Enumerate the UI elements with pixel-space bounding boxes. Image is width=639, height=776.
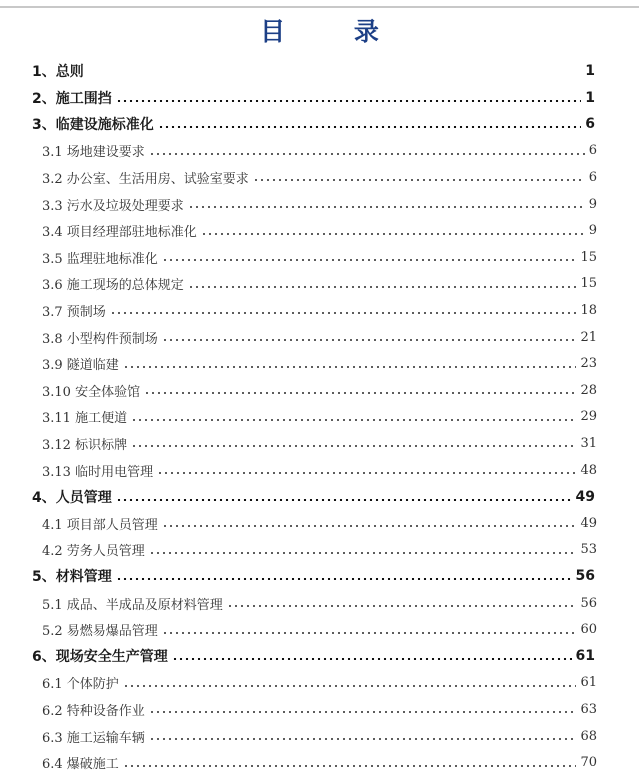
toc-dot-leader — [253, 179, 585, 181]
toc-entry-label: 3.9 隧道临建 — [42, 358, 119, 374]
toc-page-number: 49 — [575, 488, 595, 505]
toc-section-row[interactable] — [0, 377, 639, 403]
toc-section-row[interactable] — [0, 351, 639, 377]
toc-entry-label: 3.8 小型构件预制场 — [42, 331, 158, 347]
toc-section-row[interactable] — [0, 457, 639, 483]
toc-page-number: 56 — [575, 568, 595, 585]
toc-dot-leader — [149, 711, 577, 713]
toc-page-number: 29 — [580, 409, 597, 425]
toc-page-number: 6 — [588, 169, 597, 185]
toc-dot-leader — [116, 100, 582, 102]
toc-page-number: 15 — [580, 249, 597, 265]
toc-section-row[interactable] — [0, 218, 639, 244]
toc-section-row[interactable] — [0, 617, 639, 643]
toc-page-number: 18 — [580, 302, 597, 318]
toc-entry-label: 3.1 场地建设要求 — [42, 145, 145, 161]
toc-page-number: 21 — [580, 329, 597, 345]
toc-section-row[interactable] — [0, 537, 639, 563]
toc-entry-label: 2、施工围挡 — [32, 90, 112, 107]
toc-entry-label: 3.2 办公室、生活用房、试验室要求 — [42, 171, 249, 187]
toc-section-row[interactable] — [0, 590, 639, 616]
toc-page-number: 1 — [585, 89, 595, 106]
toc-dot-leader — [116, 499, 572, 501]
toc-dot-leader — [162, 259, 577, 261]
toc-entry-label: 6.3 施工运输车辆 — [42, 730, 145, 746]
toc-section-row[interactable] — [0, 297, 639, 323]
toc-page-number: 6 — [585, 116, 595, 133]
toc-entry-label: 6、现场安全生产管理 — [32, 649, 168, 666]
toc-section-row[interactable] — [0, 138, 639, 164]
toc-page-number: 31 — [580, 435, 597, 451]
toc-page-number: 61 — [580, 675, 597, 691]
toc-dot-leader — [188, 206, 585, 208]
toc-page-number: 68 — [580, 728, 597, 744]
toc-entry-label: 3.3 污水及垃圾处理要求 — [42, 198, 184, 214]
toc-dot-leader — [144, 392, 576, 394]
toc-section-row[interactable] — [0, 244, 639, 270]
toc-section-row[interactable] — [0, 430, 639, 456]
toc-page-number: 56 — [580, 595, 597, 611]
toc-dot-leader — [158, 126, 582, 128]
toc-dot-leader — [88, 73, 582, 75]
toc-section-row[interactable] — [0, 191, 639, 217]
toc-chapter-row[interactable] — [0, 484, 639, 510]
toc-entry-label: 5.1 成品、半成品及原材料管理 — [42, 597, 223, 613]
toc-entry-label: 3.13 临时用电管理 — [42, 464, 154, 480]
toc-section-row[interactable] — [0, 723, 639, 749]
toc-dot-leader — [131, 445, 576, 447]
toc-entry-label: 3.4 项目经理部驻地标准化 — [42, 225, 197, 241]
toc-section-row[interactable] — [0, 696, 639, 722]
toc-page-number: 28 — [580, 382, 597, 398]
toc-entry-label: 6.2 特种设备作业 — [42, 703, 145, 719]
toc-dot-leader — [149, 738, 577, 740]
toc-dot-leader — [227, 605, 577, 607]
toc-page-number: 9 — [588, 196, 597, 212]
toc-dot-leader — [149, 552, 577, 554]
toc-dot-leader — [123, 685, 577, 687]
toc-dot-leader — [131, 419, 576, 421]
toc-entry-label: 3.7 预制场 — [42, 304, 106, 320]
toc-page-number: 49 — [580, 515, 597, 531]
toc-section-row[interactable] — [0, 164, 639, 190]
toc-dot-leader — [162, 339, 577, 341]
toc-dot-leader — [157, 472, 576, 474]
toc-section-row[interactable] — [0, 750, 639, 776]
toc-dot-leader — [162, 525, 577, 527]
toc-page-number: 9 — [588, 223, 597, 239]
toc-chapter-row[interactable] — [0, 643, 639, 669]
toc-entry-label: 4.2 劳务人员管理 — [42, 544, 145, 560]
toc-entry-label: 3.6 施工现场的总体规定 — [42, 278, 184, 294]
toc-page-number: 61 — [575, 648, 595, 665]
toc-entry-label: 3.12 标识标牌 — [42, 437, 128, 453]
toc-dot-leader — [116, 578, 572, 580]
toc-dot-leader — [123, 765, 577, 767]
toc-entry-label: 1、总则 — [32, 64, 84, 80]
toc-page-number: 6 — [588, 143, 597, 159]
toc-dot-leader — [162, 632, 577, 634]
toc-chapter-row[interactable] — [0, 563, 639, 589]
toc-section-row[interactable] — [0, 510, 639, 536]
toc-entry-label: 3、临建设施标准化 — [32, 117, 154, 134]
toc-entry-label: 3.5 监理驻地标准化 — [42, 251, 158, 267]
toc-page-number: 60 — [580, 622, 597, 638]
toc-page-number: 23 — [580, 356, 597, 372]
toc-section-row[interactable] — [0, 670, 639, 696]
toc-section-row[interactable] — [0, 404, 639, 430]
toc-entry-label: 3.11 施工便道 — [42, 411, 128, 427]
toc-entry-label: 3.10 安全体验馆 — [42, 384, 141, 400]
toc-entry-label: 6.1 个体防护 — [42, 677, 119, 693]
toc-entry-label: 4、人员管理 — [32, 489, 112, 506]
page-title: 目 录 — [260, 17, 409, 46]
toc-page-number: 53 — [580, 542, 597, 558]
toc-entry-label: 6.4 爆破施工 — [42, 757, 119, 773]
toc-chapter-row[interactable] — [0, 111, 639, 137]
top-rule — [0, 6, 639, 8]
toc-page-number: 70 — [580, 755, 597, 771]
toc-entry-label: 5.2 易燃易爆品管理 — [42, 624, 158, 640]
toc-entry-label: 5、材料管理 — [32, 569, 112, 586]
toc-dot-leader — [123, 366, 577, 368]
toc-dot-leader — [188, 286, 577, 288]
toc-dot-leader — [110, 312, 577, 314]
toc-page-number: 15 — [580, 276, 597, 292]
toc-page-number: 63 — [580, 701, 597, 717]
toc-dot-leader — [201, 233, 585, 235]
toc-entry-label: 4.1 项目部人员管理 — [42, 517, 158, 533]
toc-page-number: 1 — [585, 63, 595, 79]
toc-chapter-row[interactable] — [0, 58, 639, 84]
toc-section-row[interactable] — [0, 271, 639, 297]
toc-dot-leader — [149, 153, 585, 155]
toc-chapter-row[interactable] — [0, 85, 639, 111]
toc-dot-leader — [172, 658, 572, 660]
toc-page-number: 48 — [580, 462, 597, 478]
toc-section-row[interactable] — [0, 324, 639, 350]
